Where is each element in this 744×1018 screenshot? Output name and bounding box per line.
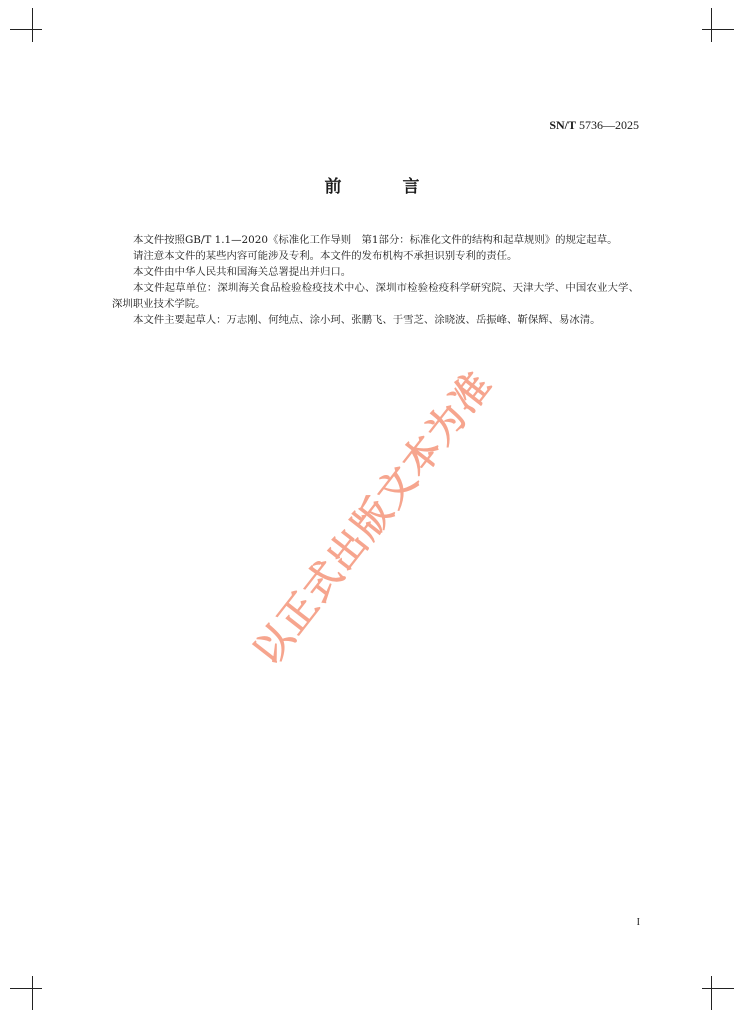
standard-code-number: 5736—2025 [576,118,639,132]
crop-mark-bottom-right-h [702,988,734,989]
crop-mark-top-left-h [10,29,42,30]
crop-mark-top-right-v [711,8,712,42]
paragraph-drafting-rules: 本文件按照GB/T 1.1—2020《标准化工作导则 第1部分：标准化文件的结构和起草规则》的规定起草。 [133,234,618,246]
crop-mark-bottom-left-h [10,988,42,989]
crop-mark-bottom-right-v [711,976,712,1010]
paragraph-drafting-units: 本文件起草单位：深圳海关食品检验检疫技术中心、深圳市检验检疫科学研究院、天津大学、中国农业大学、深圳职业技术学院。 [112,282,639,310]
paragraph-drafters: 本文件主要起草人：万志刚、何纯点、涂小珂、张鹏飞、于雪芝、涂晓波、岳振峰、靳保辉、易冰清。 [133,314,601,326]
crop-mark-bottom-left-v [32,976,33,1010]
crop-mark-top-right-h [702,29,734,30]
standard-code-prefix: SN/T [549,118,576,132]
paragraph-proposer: 本文件由中华人民共和国海关总署提出并归口。 [133,266,352,278]
page-number: I [636,917,640,928]
page-title: 前 言 [324,177,442,197]
foreword-body [112,232,639,328]
watermark: 以正式出版文本为准 [244,362,501,674]
standard-code [549,118,639,133]
crop-mark-top-left-v [32,8,33,42]
paragraph-patent-notice: 请注意本文件的某些内容可能涉及专利。本文件的发布机构不承担识别专利的责任。 [133,250,518,262]
